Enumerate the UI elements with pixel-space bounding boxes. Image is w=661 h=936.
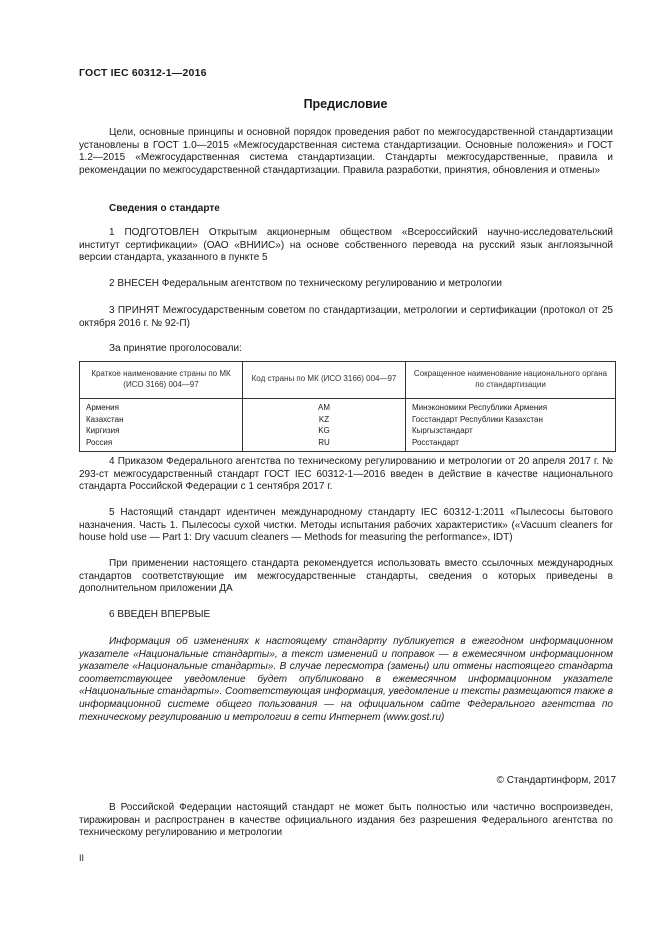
table-row [80, 399, 616, 414]
document-header: ГОСТ IEC 60312-1—2016 [79, 67, 207, 79]
table-cell-code: RU [243, 437, 406, 452]
table-header-body: Сокращенное наименование национального органа по стандартизации [406, 362, 616, 399]
intro-paragraph: Цели, основные принципы и основной порядок проведения работ по межгосударственной стандартизации установлены в ГОСТ 1.0—2015 «Межгосударственная система стандартизации. Основные положения» и ГОСТ 1.2—2015 «Межгосударственная система стандартизации. Стандарты межгосударственные, правила и рекомендации по межгосударственной стандартизации. Правила разработки, принятия, обновления и отмены» [79, 127, 613, 176]
table-cell-country: Киргизия [80, 425, 243, 437]
item-6: 6 ВВЕДЕН ВПЕРВЫЕ [109, 609, 211, 620]
info-heading: Сведения о стандарте [109, 203, 220, 214]
table-cell-country: Армения [80, 399, 243, 414]
table-cell-code: KG [243, 425, 406, 437]
voting-table [79, 361, 616, 452]
page-title: Предисловие [303, 97, 388, 111]
voted-label: За принятие проголосовали: [109, 343, 242, 354]
table-cell-body: Росстандарт [412, 437, 459, 447]
table-cell-country: Россия [80, 437, 243, 452]
amendments-notice: Информация об изменениях к настоящему стандарту публикуется в ежегодном информационном указателе «Национальные стандарты», а текст изменений и поправок — в ежемесячном информационном указателе «Национальные стандарты». В случае пересмотра (замены) или отмены настоящего стандарта соответствующее уведомление будет опубликовано в ежемесячном информационном указателе «Национальные стандарты». Соответствующая информация, уведомление и тексты размещаются также в информационной системе общего пользования — на официальном сайте Федерального агентства по техническому регулированию и метрологии в сети Интернет (www.gost.ru) [79, 636, 613, 723]
table-cell-body: Минэкономики Республики Армения [412, 403, 548, 412]
table-cell-code: AM [243, 399, 406, 414]
item-3: 3 ПРИНЯТ Межгосударственным советом по стандартизации, метрологии и сертификации (протокол от 25 октября 2016 г. № 92-П) [79, 305, 613, 329]
item-5-note: При применении настоящего стандарта рекомендуется использовать вместо ссылочных международных стандартов соответствующие им межгосударственные стандарты, сведения о которых приведены в дополнительном приложении ДА [79, 558, 613, 595]
item-5: 5 Настоящий стандарт идентичен международному стандарту IEC 60312-1:2011 «Пылесосы бытового назначения. Часть 1. Пылесосы сухой чистки. Методы испытания рабочих характеристик» («Vacuum cleaners for house hold use — Part 1: Dry vacuum cleaners — Methods for measuring the performance», IDT) [79, 507, 613, 544]
table-header-code: Код страны по МК (ИСО 3166) 004—97 [243, 362, 406, 399]
table-cell-code: KZ [243, 414, 406, 426]
reproduction-restriction: В Российской Федерации настоящий стандарт не может быть полностью или частично воспроизведен, тиражирован и распространен в качестве официального издания без разрешения Федерального агентства по техническому регулированию и метрологии [79, 802, 613, 839]
table-cell-body: Госстандарт Республики Казахстан [412, 414, 543, 424]
item-4: 4 Приказом Федерального агентства по техническому регулированию и метрологии от 20 апреля 2017 г. № 293-ст межгосударственный стандарт ГОСТ IEC 60312-1—2016 введен в действие в качестве национального стандарта Российской Федерации с 1 сентября 2017 г. [79, 456, 613, 493]
table-row [80, 437, 616, 452]
table-cell-body: Кыргызстандарт [412, 426, 473, 435]
copyright: © Стандартинформ, 2017 [496, 775, 616, 786]
table-header-country: Краткое наименование страны по МК (ИСО 3166) 004—97 [80, 362, 243, 399]
page-number: II [79, 853, 85, 863]
item-1: 1 ПОДГОТОВЛЕН Открытым акционерным обществом «Всероссийский научно-исследовательский институт сертификации» (ОАО «ВНИИС») на основе собственного перевода на русский язык англоязычной версии стандарта, указанного в пункте 5 [79, 227, 613, 264]
table-header-row [80, 362, 616, 399]
table-row [80, 414, 616, 426]
table-cell-country: Казахстан [80, 414, 243, 426]
table-row [80, 425, 616, 437]
item-2: 2 ВНЕСЕН Федеральным агентством по техническому регулированию и метрологии [109, 278, 502, 289]
